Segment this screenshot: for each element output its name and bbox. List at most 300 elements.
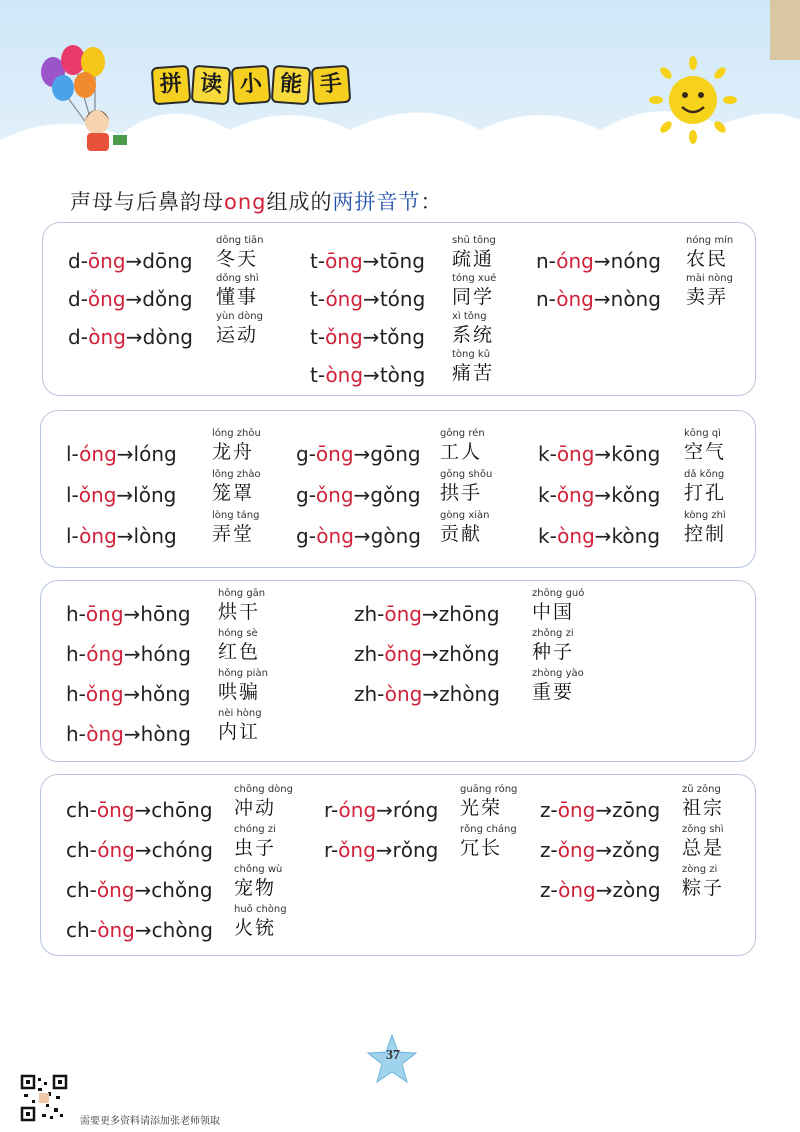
initial: h- <box>66 682 86 706</box>
syllable: tòng <box>379 363 426 387</box>
word-pinyin: xì tǒng <box>452 311 487 322</box>
syllable-row <box>68 325 193 349</box>
syllable-row <box>66 878 213 902</box>
syllable-spelling <box>354 682 500 706</box>
word-hanzi: 弄堂 <box>212 523 255 545</box>
final: òng <box>556 287 594 311</box>
arrow: → <box>125 325 143 349</box>
heading-text: 组成的 <box>266 190 333 214</box>
syllable: dòng <box>142 325 193 349</box>
final: óng <box>556 249 594 273</box>
initial: n- <box>536 287 557 311</box>
word-hanzi: 懂事 <box>216 286 259 308</box>
word-hanzi: 拱手 <box>440 482 483 504</box>
section-title-badge <box>152 66 350 104</box>
arrow: → <box>123 642 141 666</box>
syllable-row <box>66 642 191 666</box>
syllable: chóng <box>151 838 213 862</box>
footer-note: 需要更多资料请添加张老师领取 <box>80 1116 220 1127</box>
final: òng <box>86 722 124 746</box>
example-word <box>216 311 263 347</box>
example-word <box>452 273 496 309</box>
final: ōng <box>556 442 595 466</box>
word-pinyin: chǒng wù <box>234 864 283 875</box>
arrow: → <box>594 483 612 507</box>
word-hanzi: 痛苦 <box>452 362 495 384</box>
word-hanzi: 中国 <box>532 601 575 623</box>
example-word <box>234 904 287 940</box>
syllable-row <box>66 838 213 862</box>
word-pinyin: lóng zhōu <box>212 428 261 439</box>
initial: d- <box>68 287 88 311</box>
example-word <box>684 428 726 464</box>
initial: r- <box>324 798 339 822</box>
syllable: kǒng <box>611 483 661 507</box>
arrow: → <box>376 798 393 822</box>
syllable-row <box>538 483 660 507</box>
syllable-spelling <box>310 363 425 387</box>
initial: ch- <box>66 838 98 862</box>
word-pinyin: nóng mín <box>686 235 734 246</box>
syllable-spelling <box>66 918 213 942</box>
word-hanzi: 冗长 <box>460 837 503 859</box>
example-word <box>532 628 574 664</box>
arrow: → <box>595 878 613 902</box>
initial: t- <box>310 363 326 387</box>
initial: r- <box>324 838 339 862</box>
syllable-row <box>310 249 425 273</box>
word-hanzi: 烘干 <box>218 601 261 623</box>
syllable-row <box>310 325 425 349</box>
example-word <box>218 708 262 744</box>
word-pinyin: mài nòng <box>686 273 733 284</box>
syllable: zhōng <box>438 602 500 626</box>
example-word <box>532 668 584 704</box>
syllable-spelling <box>354 642 500 666</box>
word-hanzi: 种子 <box>532 641 575 663</box>
final: ǒng <box>78 483 117 507</box>
initial: h- <box>66 602 86 626</box>
final: ōng <box>325 249 363 273</box>
syllable: zhòng <box>439 682 500 706</box>
syllable-row <box>310 287 425 311</box>
example-word <box>460 784 517 820</box>
arrow: → <box>134 918 152 942</box>
arrow: → <box>134 838 152 862</box>
initial: ch- <box>66 798 97 822</box>
arrow: → <box>594 442 612 466</box>
arrow: → <box>353 442 371 466</box>
word-hanzi: 贡献 <box>440 523 483 545</box>
syllable-row <box>538 442 660 466</box>
word-hanzi: 重要 <box>532 681 575 703</box>
title-char: 小 <box>231 65 272 106</box>
syllable-row <box>66 483 176 507</box>
final: òng <box>557 524 595 548</box>
word-hanzi: 疏通 <box>452 248 495 270</box>
syllable-spelling <box>68 325 193 349</box>
syllable-spelling <box>296 524 421 548</box>
arrow: → <box>422 682 440 706</box>
arrow: → <box>595 798 613 822</box>
syllable-row <box>324 838 438 862</box>
syllable: tōng <box>379 249 425 273</box>
initial: zh- <box>354 642 385 666</box>
word-hanzi: 笼罩 <box>212 482 255 504</box>
syllable-row <box>66 918 213 942</box>
syllable-spelling <box>310 325 425 349</box>
initial: k- <box>538 483 557 507</box>
syllable-spelling <box>296 442 421 466</box>
word-pinyin: kòng zhì <box>684 510 726 521</box>
syllable-spelling <box>66 722 191 746</box>
arrow: → <box>593 287 611 311</box>
example-word <box>684 469 726 505</box>
word-hanzi: 祖宗 <box>682 797 725 819</box>
qr-code-icon <box>20 1074 68 1122</box>
example-word <box>218 588 265 624</box>
example-word <box>684 510 726 546</box>
sun-icon <box>648 55 738 145</box>
final: ǒng <box>557 838 596 862</box>
word-pinyin: chóng zi <box>234 824 276 835</box>
syllable-spelling <box>540 838 660 862</box>
arrow: → <box>123 682 141 706</box>
syllable-spelling <box>324 798 438 822</box>
word-pinyin: yùn dòng <box>216 311 263 322</box>
word-hanzi: 总是 <box>682 837 725 859</box>
syllable: róng <box>392 798 439 822</box>
initial: ch- <box>66 918 98 942</box>
syllable-spelling <box>296 483 421 507</box>
final: ōng <box>85 602 124 626</box>
final: óng <box>338 798 377 822</box>
initial: t- <box>310 287 326 311</box>
syllable-spelling <box>324 838 438 862</box>
example-word <box>212 510 260 546</box>
syllable: zòng <box>612 878 661 902</box>
syllable-spelling <box>68 287 193 311</box>
page-number: 37 <box>386 1048 400 1063</box>
arrow: → <box>134 798 152 822</box>
syllable: chōng <box>151 798 213 822</box>
word-hanzi: 龙舟 <box>212 441 255 463</box>
word-hanzi: 卖弄 <box>686 286 729 308</box>
arrow: → <box>123 722 141 746</box>
example-word <box>440 469 492 505</box>
syllable-row <box>66 682 191 706</box>
final: òng <box>384 682 423 706</box>
syllable-spelling <box>66 524 177 548</box>
final: ǒng <box>556 483 595 507</box>
syllable: tǒng <box>379 325 425 349</box>
final: ǒng <box>315 483 354 507</box>
syllable: hóng <box>140 642 191 666</box>
word-pinyin: guāng róng <box>460 784 518 795</box>
initial: z- <box>540 798 558 822</box>
arrow: → <box>125 287 143 311</box>
final: òng <box>88 325 126 349</box>
example-word <box>686 235 733 271</box>
word-pinyin: zhòng yào <box>532 668 584 679</box>
syllable: gǒng <box>370 483 421 507</box>
initial: d- <box>68 249 88 273</box>
syllable-spelling <box>536 287 661 311</box>
initial: g- <box>296 442 316 466</box>
final: ōng <box>96 798 135 822</box>
final: ǒng <box>87 287 126 311</box>
initial: n- <box>536 249 557 273</box>
syllable-row <box>296 524 421 548</box>
initial: h- <box>66 642 87 666</box>
word-pinyin: gōng rén <box>440 428 485 439</box>
word-hanzi: 冲动 <box>234 797 277 819</box>
syllable-row <box>354 682 500 706</box>
arrow: → <box>125 249 143 273</box>
example-word <box>682 784 724 820</box>
syllable-spelling <box>66 483 176 507</box>
initial: k- <box>538 524 558 548</box>
example-word <box>218 628 260 664</box>
syllable-row <box>540 878 661 902</box>
syllable-row <box>66 798 213 822</box>
syllable: nòng <box>610 287 661 311</box>
syllable-row <box>536 287 661 311</box>
syllable: chòng <box>151 918 213 942</box>
initial: ch- <box>66 878 97 902</box>
initial: l- <box>66 524 80 548</box>
syllable-spelling <box>538 442 660 466</box>
syllable: kōng <box>611 442 661 466</box>
example-word <box>218 668 268 704</box>
arrow: → <box>422 642 439 666</box>
word-pinyin: dǎ kǒng <box>684 469 725 480</box>
final: óng <box>97 838 135 862</box>
final: ōng <box>87 249 126 273</box>
word-hanzi: 冬天 <box>216 248 259 270</box>
syllable-row <box>66 442 177 466</box>
example-word <box>234 784 293 820</box>
syllable: chǒng <box>151 878 213 902</box>
syllable-spelling <box>538 483 660 507</box>
syllable-row <box>310 363 425 387</box>
final: óng <box>79 442 117 466</box>
balloons-icon <box>35 40 175 170</box>
initial: l- <box>66 483 79 507</box>
word-pinyin: chōng dòng <box>234 784 293 795</box>
initial: g- <box>296 524 317 548</box>
syllable: dōng <box>142 249 193 273</box>
initial: h- <box>66 722 87 746</box>
title-char: 拼 <box>151 65 192 106</box>
word-pinyin: zòng zi <box>682 864 718 875</box>
example-word <box>234 864 282 900</box>
syllable-spelling <box>540 878 661 902</box>
syllable-row <box>540 838 660 862</box>
syllable: zōng <box>612 798 661 822</box>
syllable-spelling <box>66 602 191 626</box>
example-word <box>452 349 494 385</box>
final: ōng <box>384 602 422 626</box>
example-word <box>440 428 485 464</box>
word-hanzi: 运动 <box>216 324 259 346</box>
final: ōng <box>557 798 596 822</box>
header-sky <box>0 0 800 175</box>
heading-final: ong <box>224 190 267 214</box>
example-word <box>234 824 276 860</box>
arrow: → <box>595 838 613 862</box>
syllable-spelling <box>68 249 193 273</box>
word-pinyin: shū tōng <box>452 235 496 246</box>
word-hanzi: 虫子 <box>234 837 277 859</box>
syllable-spelling <box>354 602 500 626</box>
syllable-row <box>536 249 661 273</box>
initial: zh- <box>354 602 385 626</box>
arrow: → <box>422 602 439 626</box>
syllable-spelling <box>66 642 191 666</box>
heading-emphasis: 两拼音节 <box>332 190 421 214</box>
word-hanzi: 光荣 <box>460 797 503 819</box>
arrow: → <box>363 363 380 387</box>
final: ǒng <box>384 642 422 666</box>
word-hanzi: 宠物 <box>234 877 277 899</box>
syllable: dǒng <box>142 287 193 311</box>
initial: l- <box>66 442 80 466</box>
initial: t- <box>310 249 326 273</box>
syllable-spelling <box>66 442 177 466</box>
final: ōng <box>315 442 354 466</box>
arrow: → <box>362 249 380 273</box>
syllable-row <box>296 483 421 507</box>
syllable: kòng <box>611 524 661 548</box>
syllable-row <box>66 524 177 548</box>
example-word <box>216 273 259 309</box>
arrow: → <box>116 442 134 466</box>
title-char: 能 <box>271 65 312 106</box>
syllable-row <box>296 442 421 466</box>
syllable-spelling <box>538 524 660 548</box>
syllable-row <box>540 798 660 822</box>
syllable-spelling <box>66 682 191 706</box>
word-pinyin: zhōng guó <box>532 588 585 599</box>
final: ǒng <box>85 682 124 706</box>
final: òng <box>97 918 135 942</box>
example-word <box>452 235 496 271</box>
syllable: lòng <box>133 524 177 548</box>
syllable: zǒng <box>612 838 661 862</box>
syllable-spelling <box>66 878 213 902</box>
final: òng <box>316 524 354 548</box>
arrow: → <box>593 249 611 273</box>
syllable: gōng <box>370 442 421 466</box>
word-pinyin: hōng gān <box>218 588 266 599</box>
example-word <box>216 235 264 271</box>
example-word <box>682 864 724 900</box>
title-char: 读 <box>191 65 232 106</box>
initial: z- <box>540 838 558 862</box>
initial: d- <box>68 325 89 349</box>
word-pinyin: dǒng shì <box>216 273 259 284</box>
arrow: → <box>363 287 380 311</box>
final: óng <box>325 287 364 311</box>
final: óng <box>86 642 124 666</box>
word-hanzi: 哄骗 <box>218 681 261 703</box>
syllable-spelling <box>66 798 213 822</box>
heading-colon: ： <box>420 190 443 214</box>
initial: z- <box>540 878 559 902</box>
initial: t- <box>310 325 326 349</box>
syllable-row <box>538 524 660 548</box>
word-pinyin: tòng kǔ <box>452 349 491 360</box>
syllable: lǒng <box>133 483 177 507</box>
word-hanzi: 农民 <box>686 248 729 270</box>
final: ǒng <box>325 325 363 349</box>
word-pinyin: hóng sè <box>218 628 258 639</box>
syllable: zhǒng <box>438 642 500 666</box>
arrow: → <box>362 325 380 349</box>
arrow: → <box>353 524 371 548</box>
syllable: tóng <box>379 287 426 311</box>
word-pinyin: kōng qì <box>684 428 721 439</box>
final: òng <box>558 878 596 902</box>
word-pinyin: gǒng shǒu <box>440 469 493 480</box>
word-pinyin: gòng xiàn <box>440 510 490 521</box>
example-word <box>452 311 494 347</box>
syllable-row <box>68 287 193 311</box>
word-hanzi: 粽子 <box>682 877 725 899</box>
word-pinyin: nèi hòng <box>218 708 262 719</box>
arrow: → <box>116 483 134 507</box>
arrow: → <box>134 878 152 902</box>
syllable-spelling <box>310 249 425 273</box>
heading-text: 声母与后鼻韵母 <box>70 190 224 214</box>
page-edge-decoration <box>770 0 800 60</box>
word-hanzi: 空气 <box>684 441 727 463</box>
example-word <box>440 510 490 546</box>
initial: zh- <box>354 682 385 706</box>
syllable-row <box>354 642 500 666</box>
word-hanzi: 控制 <box>684 523 727 545</box>
word-pinyin: lǒng zhào <box>212 469 261 480</box>
final: òng <box>325 363 364 387</box>
example-word <box>212 428 261 464</box>
syllable-row <box>68 249 193 273</box>
word-pinyin: huǒ chòng <box>234 904 287 915</box>
word-hanzi: 系统 <box>452 324 495 346</box>
arrow: → <box>123 602 141 626</box>
syllable: hǒng <box>140 682 191 706</box>
syllable: rǒng <box>392 838 439 862</box>
syllable-spelling <box>66 838 213 862</box>
word-hanzi: 火铳 <box>234 917 277 939</box>
example-word <box>682 824 724 860</box>
final: ǒng <box>338 838 376 862</box>
word-pinyin: rǒng cháng <box>460 824 517 835</box>
word-hanzi: 打孔 <box>684 482 727 504</box>
initial: g- <box>296 483 316 507</box>
syllable-row <box>66 602 191 626</box>
word-hanzi: 工人 <box>440 441 483 463</box>
syllable: hōng <box>140 602 191 626</box>
final: òng <box>79 524 117 548</box>
word-hanzi: 内讧 <box>218 721 261 743</box>
word-hanzi: 红色 <box>218 641 261 663</box>
word-pinyin: dōng tiān <box>216 235 264 246</box>
syllable-spelling <box>540 798 660 822</box>
word-pinyin: zǒng shì <box>682 824 724 835</box>
arrow: → <box>594 524 612 548</box>
example-word <box>212 469 261 505</box>
